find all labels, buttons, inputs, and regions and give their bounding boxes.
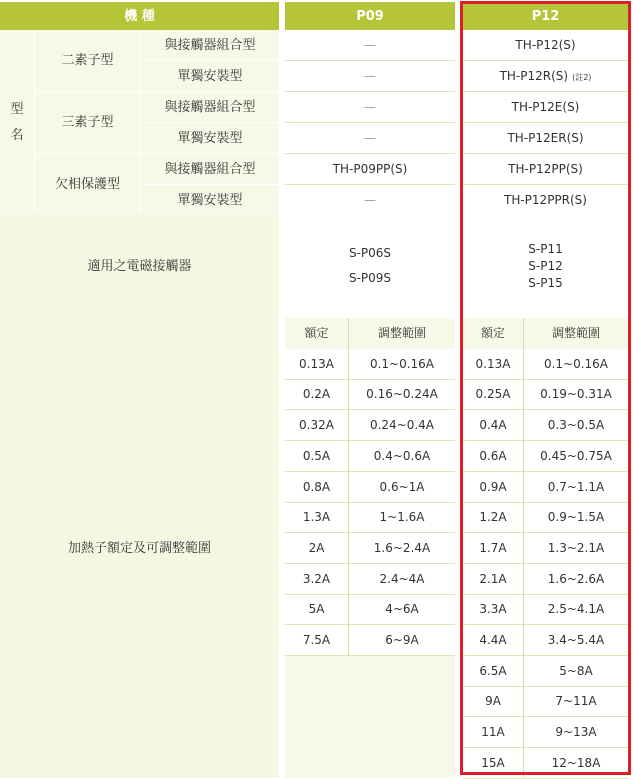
p09-heater-rated: 5A bbox=[285, 595, 348, 625]
p09-rated-header: 額定 bbox=[285, 318, 348, 349]
p09-model: TH-P09PP(S) bbox=[285, 154, 455, 185]
contactor-p12-item: S-P15 bbox=[528, 275, 563, 290]
contactor-p09-item: S-P06S bbox=[348, 246, 392, 260]
type-label bbox=[0, 30, 34, 214]
p09-heater-rated: 0.8A bbox=[285, 472, 348, 503]
p12-model-text: TH-P12PPR(S) bbox=[504, 192, 587, 207]
contactor-p12-item: S-P12 bbox=[528, 258, 563, 273]
p09-heater-range: 1.6~2.4A bbox=[349, 533, 455, 564]
p12-model-text: TH-P12(S) bbox=[515, 37, 576, 52]
p12-heater-rated: 15A bbox=[463, 748, 523, 779]
column-divider bbox=[348, 318, 349, 656]
p12-heater-range: 7~11A bbox=[524, 687, 628, 717]
header-p12: P12 bbox=[463, 2, 628, 30]
p09-model: — bbox=[285, 30, 455, 61]
group-name: 三素子型 bbox=[35, 92, 140, 153]
p12-model bbox=[463, 92, 628, 123]
p12-model-text: TH-P12R(S) bbox=[499, 68, 569, 83]
p09-heater-range: 0.1~0.16A bbox=[349, 349, 455, 380]
p09-heater-rated: 0.2A bbox=[285, 380, 348, 410]
p12-heater-range: 0.9~1.5A bbox=[524, 503, 628, 533]
p12-heater-range: 3.4~5.4A bbox=[524, 625, 628, 656]
contactor-p09 bbox=[285, 214, 455, 318]
type-label-char: 名 bbox=[10, 127, 24, 143]
p09-heater-range: 0.16~0.24A bbox=[349, 380, 455, 410]
p09-heater-range: 0.24~0.4A bbox=[349, 410, 455, 441]
p12-heater-range: 1.6~2.6A bbox=[524, 564, 628, 595]
p12-heater-rated: 6.5A bbox=[463, 656, 523, 687]
contactor-p12-item: S-P11 bbox=[528, 241, 563, 256]
p12-model-text: TH-P12ER(S) bbox=[507, 130, 584, 145]
type-label-char: 型 bbox=[10, 101, 24, 117]
p12-heater-rated: 1.7A bbox=[463, 533, 523, 564]
header-model: 機 種 bbox=[0, 2, 279, 30]
p12-heater-range: 0.7~1.1A bbox=[524, 472, 628, 503]
variant-label: 與接觸器組合型 bbox=[141, 154, 279, 184]
p12-model bbox=[463, 154, 628, 185]
p09-range-header: 調整範圍 bbox=[349, 318, 455, 349]
contactor-p12 bbox=[463, 214, 628, 318]
p09-heater-range: 4~6A bbox=[349, 595, 455, 625]
p09-heater-range: 0.4~0.6A bbox=[349, 441, 455, 472]
p12-heater-range: 12~18A bbox=[524, 748, 628, 779]
variant-label: 單獨安裝型 bbox=[141, 61, 279, 91]
p12-range-header: 調整範圍 bbox=[524, 318, 628, 349]
p09-heater-rated: 0.13A bbox=[285, 349, 348, 380]
p12-heater-rated: 4.4A bbox=[463, 625, 523, 656]
p09-heater-rated: 0.32A bbox=[285, 410, 348, 441]
p12-model bbox=[463, 61, 628, 92]
p09-model: — bbox=[285, 61, 455, 92]
p12-model bbox=[463, 123, 628, 154]
p09-heater-rated: 2A bbox=[285, 533, 348, 564]
column-divider bbox=[523, 318, 524, 778]
p09-model: — bbox=[285, 123, 455, 154]
p12-model-text: TH-P12PP(S) bbox=[508, 161, 583, 176]
p12-rated-header: 額定 bbox=[463, 318, 523, 349]
contactor-p09-item: S-P09S bbox=[348, 271, 392, 285]
p12-model bbox=[463, 30, 628, 61]
p12-heater-rated: 3.3A bbox=[463, 595, 523, 625]
p12-model bbox=[463, 185, 628, 216]
p12-heater-rated: 0.9A bbox=[463, 472, 523, 503]
p09-heater-range: 0.6~1A bbox=[349, 472, 455, 503]
p09-heater-range: 2.4~4A bbox=[349, 564, 455, 595]
contactor-label: 適用之電磁接觸器 bbox=[0, 214, 279, 318]
group-name: 欠相保護型 bbox=[35, 154, 140, 215]
p12-heater-range: 0.1~0.16A bbox=[524, 349, 628, 380]
p12-model-text: TH-P12E(S) bbox=[511, 99, 580, 114]
p12-heater-rated: 0.6A bbox=[463, 441, 523, 472]
p09-heater-range: 6~9A bbox=[349, 625, 455, 656]
p12-heater-range: 0.3~0.5A bbox=[524, 410, 628, 441]
p12-heater-rated: 0.25A bbox=[463, 380, 523, 410]
variant-label: 與接觸器組合型 bbox=[141, 30, 279, 60]
p09-model: — bbox=[285, 92, 455, 123]
header-p09: P09 bbox=[285, 2, 455, 30]
p09-heater-rated: 1.3A bbox=[285, 503, 348, 533]
p12-heater-rated: 0.4A bbox=[463, 410, 523, 441]
p12-heater-range: 9~13A bbox=[524, 717, 628, 748]
p12-heater-range: 0.45~0.75A bbox=[524, 441, 628, 472]
p12-heater-range: 0.19~0.31A bbox=[524, 380, 628, 410]
variant-label: 與接觸器組合型 bbox=[141, 92, 279, 122]
p12-heater-rated: 9A bbox=[463, 687, 523, 717]
p12-heater-rated: 0.13A bbox=[463, 349, 523, 380]
p09-empty-area bbox=[285, 656, 455, 778]
p12-heater-rated: 1.2A bbox=[463, 503, 523, 533]
p12-heater-rated: 11A bbox=[463, 717, 523, 748]
p09-model: — bbox=[285, 185, 455, 216]
group-name: 二素子型 bbox=[35, 30, 140, 91]
p09-heater-range: 1~1.6A bbox=[349, 503, 455, 533]
variant-label: 單獨安裝型 bbox=[141, 123, 279, 153]
p12-heater-rated: 2.1A bbox=[463, 564, 523, 595]
variant-label: 單獨安裝型 bbox=[141, 185, 279, 215]
p12-heater-range: 2.5~4.1A bbox=[524, 595, 628, 625]
p12-heater-range: 5~8A bbox=[524, 656, 628, 687]
p09-heater-rated: 7.5A bbox=[285, 625, 348, 656]
heater-label: 加熱子額定及可調整範圍 bbox=[0, 318, 279, 778]
p12-heater-range: 1.3~2.1A bbox=[524, 533, 628, 564]
p12-model-note: (註2) bbox=[572, 72, 592, 82]
p09-heater-rated: 3.2A bbox=[285, 564, 348, 595]
p09-heater-rated: 0.5A bbox=[285, 441, 348, 472]
